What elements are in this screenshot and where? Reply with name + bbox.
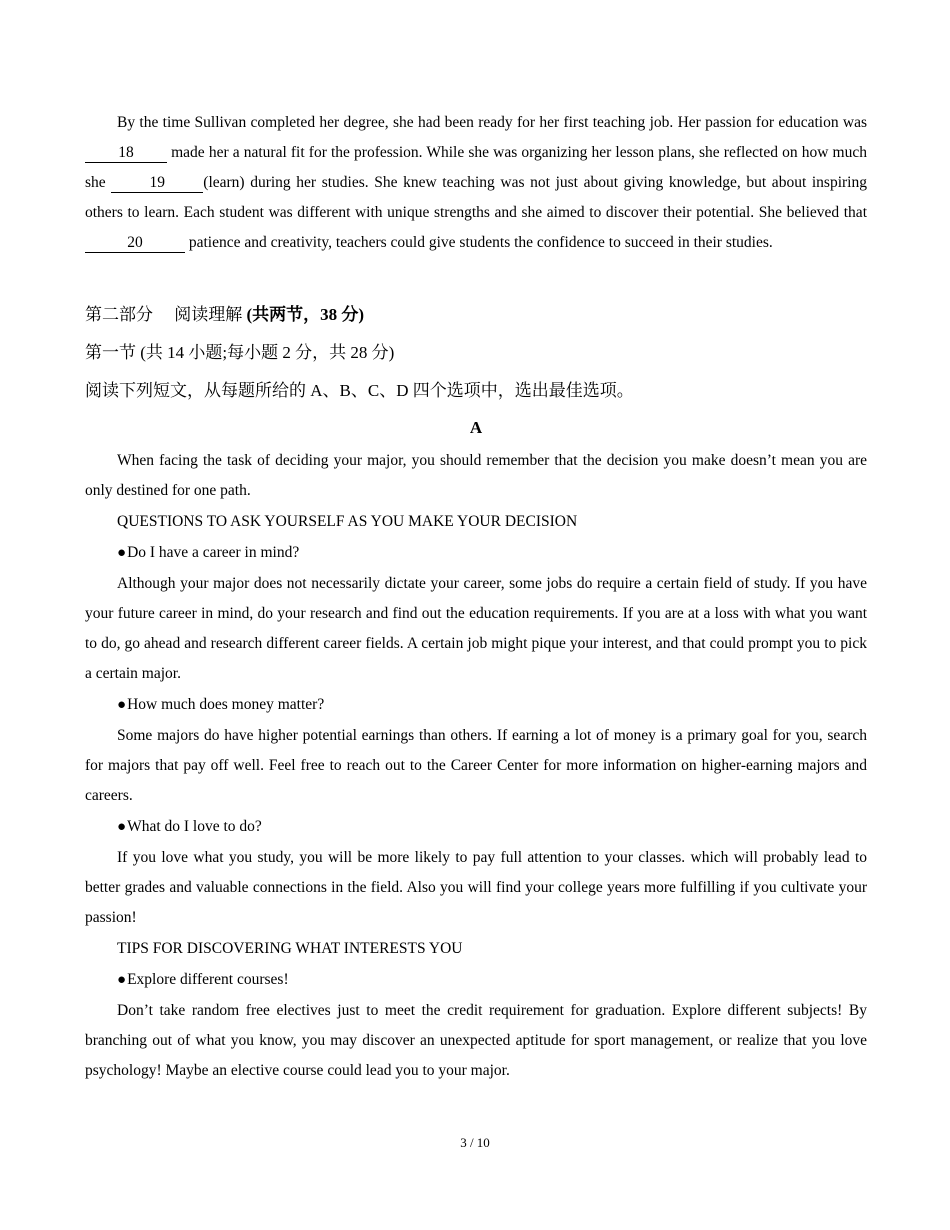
passage-paragraph (85, 108, 867, 258)
text: patience and creativity, teachers could give students the confidence to succeed in their studies. (185, 234, 773, 251)
bullet-icon: ● (117, 545, 127, 561)
tip-1 (85, 964, 867, 996)
blank-19: 19 (111, 174, 203, 193)
question-2-text: How much does money matter? (127, 696, 325, 713)
heading-tips: TIPS FOR DISCOVERING WHAT INTERESTS YOU (117, 940, 463, 957)
part2-title (85, 296, 867, 334)
instruction: 阅读下列短文，从每题所给的 A、B、C、D 四个选项中，选出最佳选项。 (85, 381, 634, 400)
text: By the time Sullivan completed her degree, she had been ready for her first teaching job. Her passion for education was (117, 114, 867, 131)
page-number: 3 / 10 (460, 1135, 490, 1150)
question-3 (85, 811, 867, 843)
passage-intro: When facing the task of deciding your major, you should remember that the decision you make doesn’t mean you are only destined for one path. (85, 452, 867, 499)
bullet-icon: ● (117, 972, 127, 988)
text: (learn) during her studies. She knew teaching was not just about giving knowledge, but about inspiring others to learn. Each student was different with unique strengths and she aimed to discover their potential. She believed that (85, 174, 867, 221)
part2-title-a: 第二部分 阅读理解 (85, 305, 247, 324)
part2-title-b: (共两节，38 分) (246, 305, 365, 324)
bullet-icon: ● (117, 819, 127, 835)
tip-1-text: Explore different courses! (127, 971, 289, 988)
document-page (85, 108, 867, 1086)
question-3-body: If you love what you study, you will be more likely to pay full attention to your classes. which will probably lead to better grades and valuable connections in the field. Also you will find your college years more fulfilling if you cultivate your passion! (85, 849, 867, 926)
bullet-icon: ● (117, 697, 127, 713)
section1-title: 第一节 (共 14 小题;每小题 2 分，共 28 分) (85, 343, 395, 362)
blank-20: 20 (85, 234, 185, 253)
question-1-body: Although your major does not necessarily dictate your career, some jobs do require a certain field of study. If you have your future career in mind, do your research and find out the education requirements. If you are at a loss with what you want to do, go ahead and research different career fields. A certain job might pique your interest, and that could prompt you to pick a certain major. (85, 575, 867, 682)
question-2 (85, 689, 867, 721)
question-3-text: What do I love to do? (127, 818, 262, 835)
blank-18: 18 (85, 144, 167, 163)
question-1-text: Do I have a career in mind? (127, 544, 300, 561)
passage-label: A (469, 418, 483, 437)
tip-1-body: Don’t take random free electives just to meet the credit requirement for graduation. Explore different subjects! By branching out of what you know, you may discover an unexpected aptitude for sport management, or realize that you love psychology! Maybe an elective course could lead you to your major. (85, 1002, 867, 1079)
question-2-body: Some majors do have higher potential earnings than others. If earning a lot of money is a primary goal for you, search for majors that pay off well. Feel free to reach out to the Career Center for more information on higher-earning majors and careers. (85, 727, 867, 804)
question-1 (85, 537, 867, 569)
heading-questions: QUESTIONS TO ASK YOURSELF AS YOU MAKE YOUR DECISION (117, 513, 578, 530)
text: made her a natural fit for the profession. While she was organizing her lesson plans, she reflected on how much she (85, 144, 867, 191)
